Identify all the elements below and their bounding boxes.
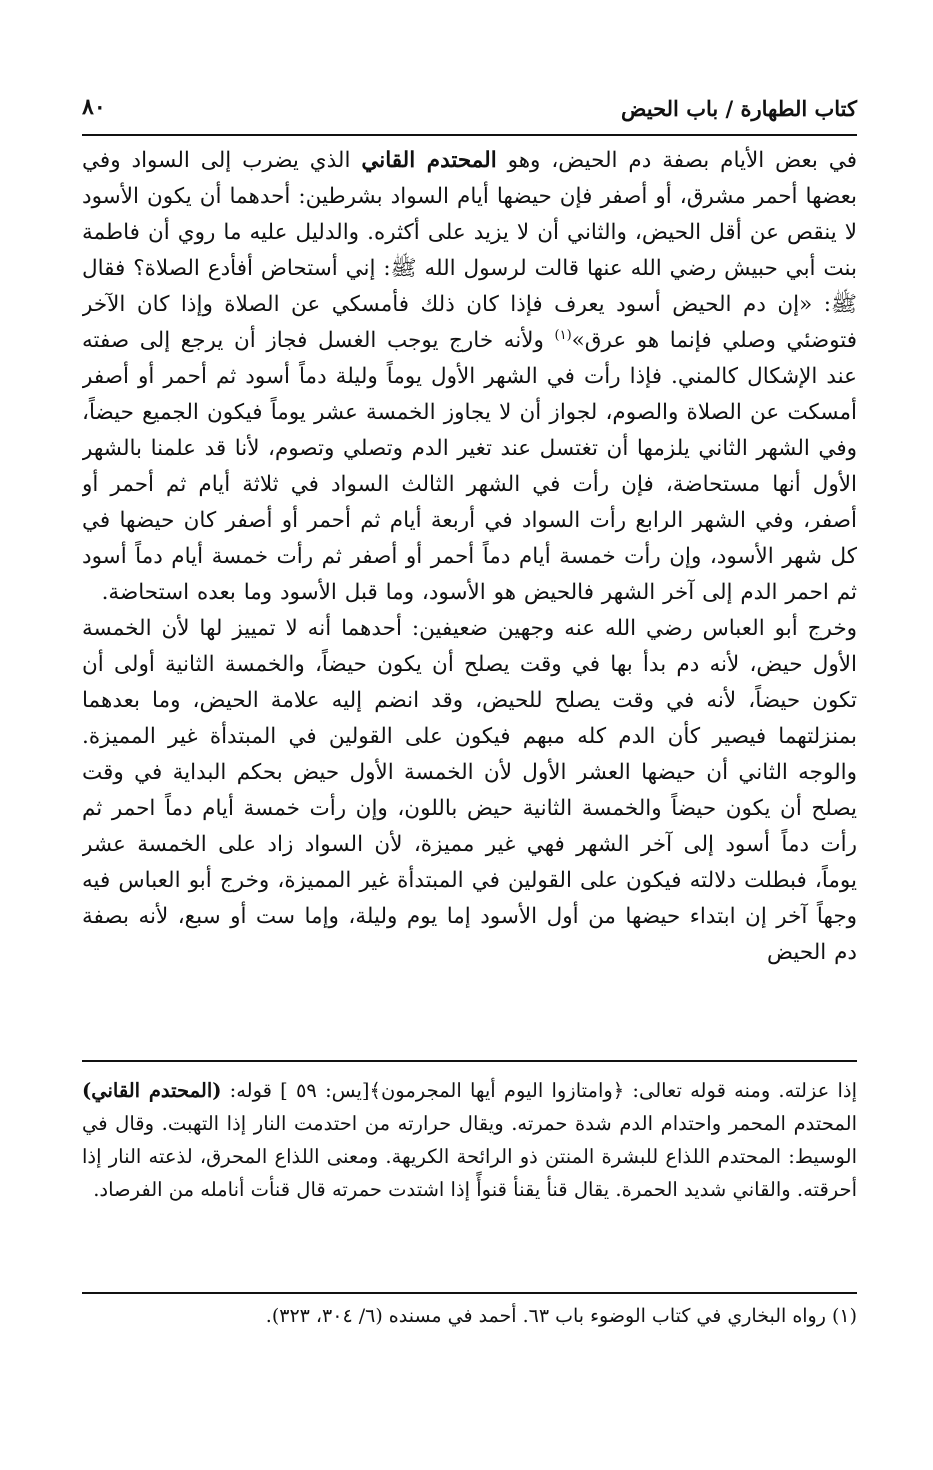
commentary-paragraph	[82, 1074, 857, 1206]
header-title: كتاب الطهارة / باب الحيض	[621, 96, 857, 121]
paragraph-2: وخرج أبو العباس رضي الله عنه وجهين ضعيفين: أحدهما أنه لا تمييز لها لأن الخمسة الأول حيض، لأنه دم بدأ بها في وقت يصلح أن يكون حيضاً، والخمسة الثانية أولى أن تكون حيضاً، لأنه في وقت يصلح للحيض، وقد انضم إليه علامة الحيض، وما بعدهما بمنزلتهما فيصير كأن الدم كله مبهم فيكون على القولين في المبتدأة غير المميزة. والوجه الثاني أن حيضها العشر الأول لأن الخمسة الأول حيض بحكم البداية في وقت يصلح أن يكون حيضاً والخمسة الثانية حيض باللون، وإن رأت خمسة أيام دماً احمر ثم رأت دماً أسود إلى آخر الشهر فهي غير مميزة، لأن السواد زاد على الخمسة عشر يوماً، فبطلت دلالته فيكون على القولين في المبتدأة غير المميزة، وخرج أبو العباس فيه وجهاً آخر إن ابتداء حيضها من أول الأسود إما يوم وليلة، وإما ست أو سبع، لأنه بصفة دم الحيض	[82, 616, 857, 965]
commentary-part-b: المحتدم المحمر واحتدام الدم شدة حمرته. ويقال حرارته من احتدمت النار إذا التهبت. وقال في الوسيط: المحتدم اللذاع للبشرة المنتن ذو الرائحة الكريهة. ومعنى اللذاع المحرق، لذعته النار إذا أحرقته. والقاني شديد الحمرة. يقال قنأ يقنأ قنوأً إذا اشتدت حمرته قال قنأت أنامله من الفرصاد.	[82, 1112, 857, 1201]
main-text	[82, 143, 857, 1046]
footnote-reference: (١)	[554, 327, 572, 343]
notes-divider	[82, 1060, 857, 1062]
paragraph-1-part-c: ولأنه خارج يوجب الغسل فجاز أن يرجع إلى صفته عند الإشكال كالمني. فإذا رأت في الشهر الأول يوماً وليلة دماً أسود ثم أحمر أو أصفر أمسكت عن الصلاة والصوم، لجواز أن لا يجاوز الخمسة عشر يوماً فيكون الجميع حيضاً، وفي الشهر الثاني يلزمها أن تغتسل عند تغير الدم وتصلي وتصوم، لأنا قد علمنا بالشهر الأول أنها مستحاضة، فإن رأت في الشهر الثالث السواد في ثلاثة أيام ثم أحمر أو أصفر، وفي الشهر الرابع رأت السواد في أربعة أيام ثم أحمر أو أصفر كان حيضها في كل شهر الأسود، وإن رأت خمسة أيام دماً أحمر أو أصفر ثم رأت خمسة أيام دماً أسود ثم احمر الدم إلى آخر الشهر فالحيض هو الأسود، وما قبل الأسود وما بعده استحاضة.	[82, 328, 857, 605]
commentary-bold-term: (المحتدم القاني)	[82, 1079, 222, 1102]
running-header	[82, 94, 857, 136]
paragraph-1-part-b: الذي يضرب إلى السواد وفي بعضها أحمر مشرق، أو أصفر فإن حيضها أيام السواد بشرطين: أحدهما أن يكون الأسود لا ينقص عن أقل الحيض، والثاني أن لا يزيد على أكثره. والدليل عليه ما روي أن فاطمة بنت أبي حبيش رضي الله عنها قالت لرسول الله ﷺ: إني أستحاض أفأدع الصلاة؟ فقال ﷺ: «إن دم الحيض أسود يعرف فإذا كان ذلك فأمسكي عن الصلاة وإذا كان الآخر فتوضئي وصلي فإنما هو عرق»	[82, 148, 857, 353]
footnote: (١) رواه البخاري في كتاب الوضوء باب ٦٣. أحمد في مسنده (٦/ ٣٠٤، ٣٢٣).	[265, 1305, 857, 1327]
footnote-divider	[82, 1292, 857, 1294]
commentary-part-a: إذا عزلته. ومنه قوله تعالى: ﴿وامتازوا اليوم أيها المجرمون﴾[يس: ٥٩ ] قوله:	[221, 1079, 857, 1102]
paragraph-1	[82, 143, 857, 611]
page-number: ٨٠	[82, 94, 106, 120]
bold-term: المحتدم القاني	[361, 148, 497, 173]
paragraph-1-part-a: في بعض الأيام بصفة دم الحيض، وهو	[496, 148, 857, 173]
commentary-notes	[82, 1074, 857, 1274]
